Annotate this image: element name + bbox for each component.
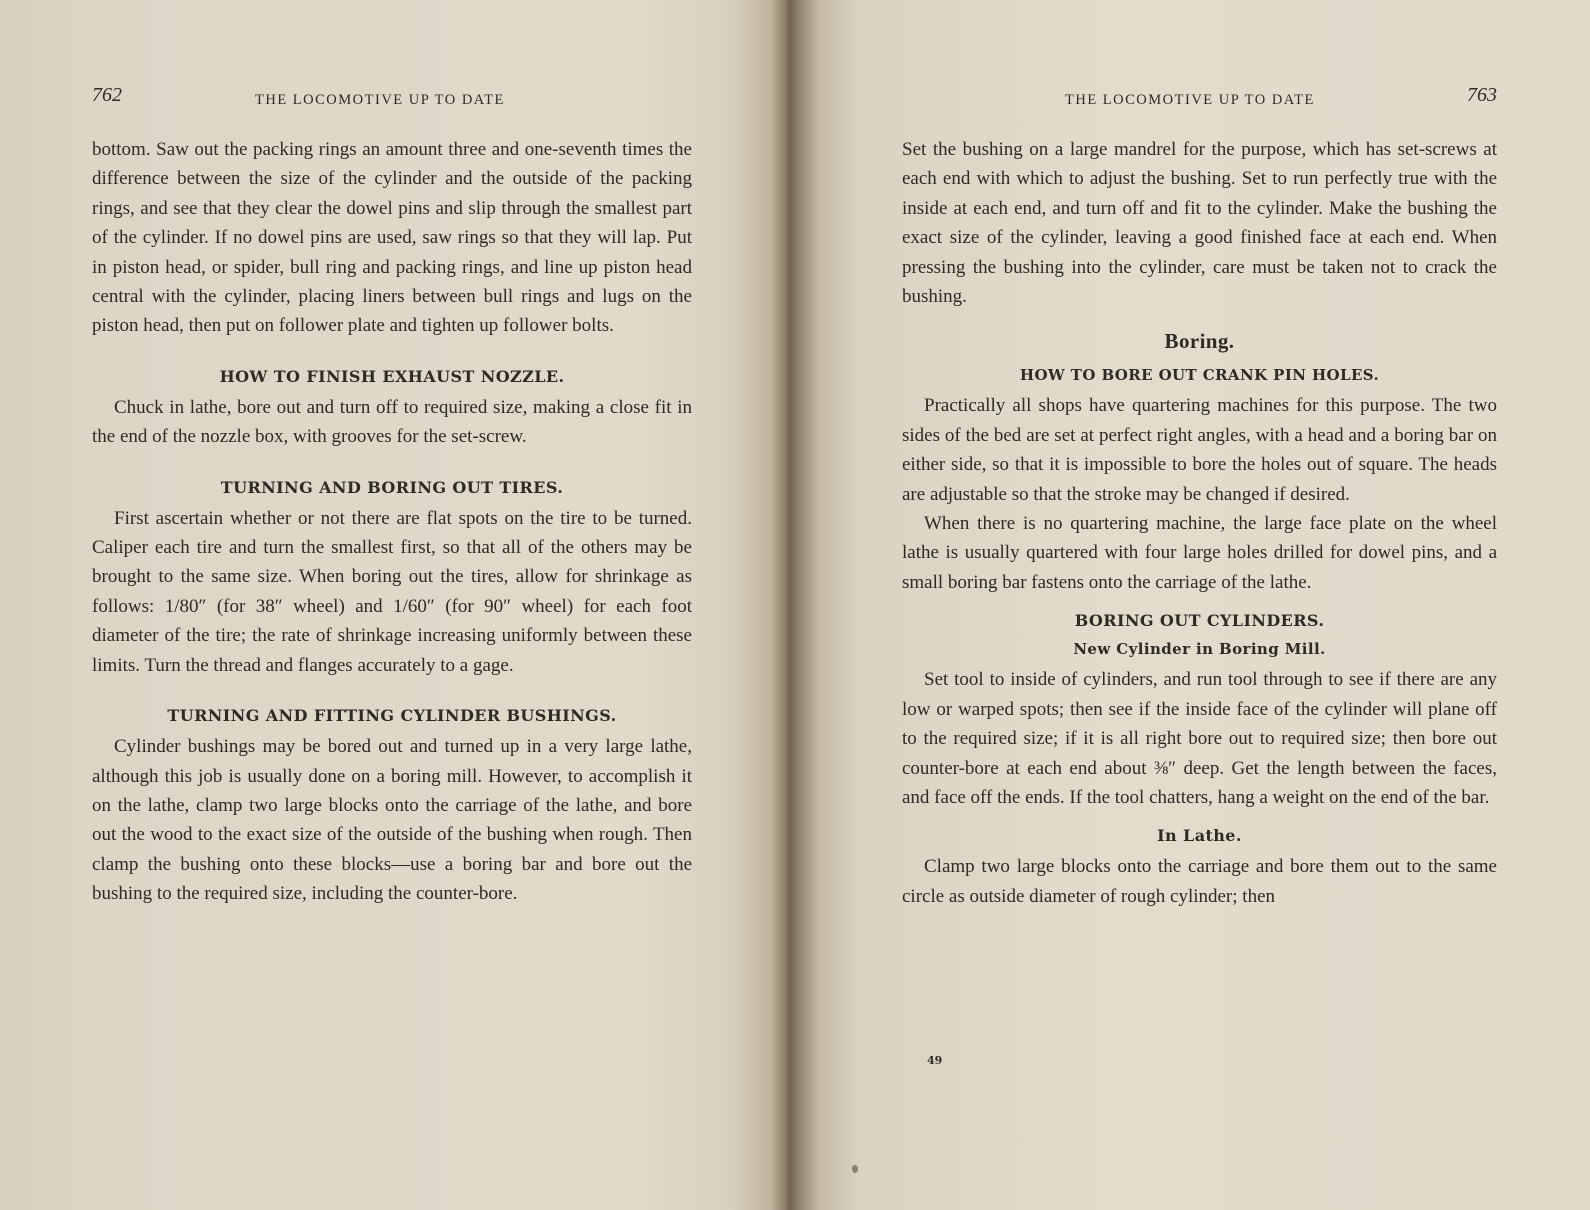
paragraph: Chuck in lathe, bore out and turn off to required size, making a close fit in the end of the nozzle box, with grooves for the set-screw. <box>92 396 692 448</box>
section-heading: BORING OUT CYLINDERS. <box>1074 611 1325 631</box>
paragraph: First ascertain whether or not there are flat spots on the tire to be turned. Caliper each tire and turn the smallest first, so that all of the others may be brought to the same size. When boring out the tires, allow for shrinkage as follows: 1/80″ (for 38″ wheel) and 1/60″ (for 90″ wheel) for each foot diameter of the tire; the rate of shrinkage increasing uniformly between these limits. Turn the thread and flanges accurately to a gage. <box>92 507 692 676</box>
paragraph: When there is no quartering machine, the large face plate on the wheel lathe is usually quartered with four large holes drilled for dowel pins, and a small boring bar fastens onto the carriage of the lathe. <box>902 513 1497 593</box>
right-page <box>902 0 1497 1210</box>
running-head <box>92 84 692 118</box>
section-heading: In Lathe. <box>1157 826 1242 846</box>
running-head-title: THE LOCOMOTIVE UP TO DATE <box>1065 92 1315 108</box>
running-head-title: THE LOCOMOTIVE UP TO DATE <box>255 92 505 108</box>
section-heading: New Cylinder in Boring Mill. <box>1073 640 1326 659</box>
section-heading: HOW TO FINISH EXHAUST NOZZLE. <box>219 366 565 386</box>
paper-speck <box>852 1165 858 1173</box>
paragraph: Cylinder bushings may be bored out and turned up in a very large lathe, although this job is usually done on a boring mill. However, to accomplish it on the lathe, clamp two large blocks onto the carriage of the lathe, and bore out the wood to the exact size of the outside of the bushing when rough. Then clamp the bushing onto these blocks—use a boring bar and bore out the bushing to the required size, including the counter-bore. <box>92 736 692 905</box>
page-number: 762 <box>92 84 122 106</box>
left-page <box>92 0 692 1210</box>
section-heading: TURNING AND FITTING CYLINDER BUSHINGS. <box>167 706 617 726</box>
paragraph: Practically all shops have quartering machines for this purpose. The two sides of the bed are set at perfect right angles, with a head and a boring bar on either side, so that it is impossible to bore the holes out of square. The heads are adjustable so that the stroke may be changed if desired. <box>902 395 1497 505</box>
page-body <box>92 135 692 909</box>
section-heading: HOW TO BORE OUT CRANK PIN HOLES. <box>1019 366 1380 385</box>
chapter-heading: Boring. <box>1164 329 1235 354</box>
page-number: 763 <box>1467 84 1497 106</box>
page-body <box>902 135 1497 911</box>
signature-mark: 49 <box>927 1054 943 1067</box>
section-heading: TURNING AND BORING OUT TIRES. <box>220 477 564 497</box>
paragraph: bottom. Saw out the packing rings an amount three and one-seventh times the difference between the size of the cylinder and the outside of the packing rings, and see that they clear the dowel pins and slip through the smallest part of the cylinder. If no dowel pins are used, saw rings so that they will lap. Put in piston head, or spider, bull ring and packing rings, and line up piston head central with the cylinder, placing liners between bull rings and lugs on the piston head, then put on follower plate and tighten up follower bolts. <box>92 139 692 337</box>
paragraph: Clamp two large blocks onto the carriage and bore them out to the same circle as outside diameter of rough cylinder; then <box>902 856 1497 907</box>
paragraph: Set the bushing on a large mandrel for the purpose, which has set-screws at each end with which to adjust the bushing. Set to run perfectly true with the inside at each end, and turn off and fit to the cylinder. Make the bushing the exact size of the cylinder, leaving a good finished face at each end. When pressing the bushing into the cylinder, care must be taken not to crack the bushing. <box>902 139 1497 308</box>
paragraph: Set tool to inside of cylinders, and run tool through to see if there are any low or warped spots; then see if the inside face of the cylinder will plane off to the required size; if it is all right bore out to required size; then bore out counter-bore at each end about ⅜″ deep. Get the length between the faces, and face off the ends. If the tool chatters, hang a weight on the end of the bar. <box>902 669 1497 808</box>
running-head <box>902 84 1497 118</box>
